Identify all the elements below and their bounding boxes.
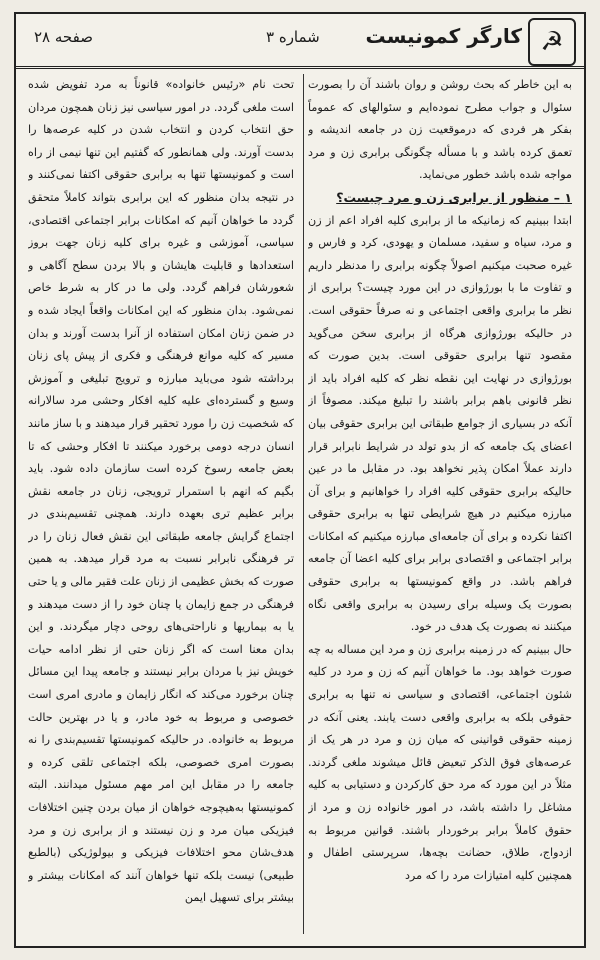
intro-paragraph: به این خاطر که بحث روشن و روان باشند آن را بصورت سئوال و جواب مطرح نموده‌ایم و سئوالهای که عموماً بفکر هر فردی که درموقعیت زن در جامعه اندیشه و تعمق کرده باشد و با مسأله چگونگی برابری زن و مرد مواجه شده باشد خطور می‌نماید.: [308, 78, 572, 182]
left-column: [28, 74, 294, 934]
continuation-paragraph: تحت نام «رئیس خانواده» قانوناً به مرد تفویض شده است ملغی گردد. در امور سیاسی نیز زنان همچون مردان حق انتخاب کردن و انتخاب شدن در کلیه عرصه‌ها را بدست آورند. ولی همانطور که گفتیم این تنها نیمی از راه است و کمونیستها تنها به برابری حقوقی اکتفا نمی‌کنند و در نتیجه بدان منظور که این برابری بتواند کاملاً متحقق گردد ما خواهان آنیم که امکانات برابر اجتماعی اقتصادی، سیاسی، آموزشی و غیره برای کلیه زنان جهت بروز استعدادها و قابلیت هایشان و بالا بردن سطح آگاهی و شعورشان فراهم گردد. ولی ما در کار به شرط خاص نمی‌شود. بدان منظور که این امکانات واقعاً ایجاد شده و در ضمن زنان امکان استفاده از آنرا بدست آورند و بدان مسیر که کلیه موانع فرهنگی و فکری از پیش پای زنان برداشته شود می‌باید مبارزه و ترویج تبلیغی و آموزش وسیع و گسترده‌ای علیه کلیه افکار وحشی مرد سالارانه که شخصیت زن را مورد تحقیر قرار میدهند و با ساز مانند انسان درجه دومی برخورد میکنند تا افکار وحشی که تا بعض جامعه رسوخ کرده است سازمان داده شود. باید بگیم که انهم با استمرار ترویجی، زنان در جامعه نقش برابر عظیم‌ تری بعهده دارند. همچنی تقسیم‌بندی در اجتماع گرایش جامعه طبقاتی این نقش فعال زنان را در تر فرهنگی نابرابر نسبت به مرد قرار میدهد. به همین صورت که بخش عظیمی از زنان علت فقیر مالی و یا حتی فرهنگی در جمع زایمان یا چنان خود را از دست میدهند و یا به بیماریها و ناراحتی‌های روحی دچار میگردند. و این بدان معنا است که اگر زنان حتی از نظر ادامه حیات خویش نیز با مردان برابر نیستند و جامعه پیدا این مسائل چنان برخورد می‌کند که انگار زایمان و مادری امری است خصوصی و مربوط به خود مادر، و یا در بهترین حالت مربوط به خانواده. در حالیکه کمونیستها تقسیم‌بندی را نه بصورت امری خصوصی، بلکه اجتماعی تلقی کرده و جامعه را در مقابل این امر مهم مسئول میدانند. البته کمونیستها به‌هیچوجه خواهان از میان بردن چنین اختلافات فیزیکی میان مرد و زن نیستند و از برابری زن و مرد هدف‌شان محو اختلافات فیزیکی و بیولوژیکی (بالطبع طبیعی) نیست بلکه تنها خواهان آنند که امکانات بیشتر و بیشتر برای تسهیل ایمن: [28, 78, 294, 905]
right-column: [308, 74, 572, 934]
section-heading: ۱ – منظور از برابری زن و مرد چیست؟: [336, 189, 572, 205]
issue-number: شماره ۳: [266, 28, 320, 46]
body-paragraph: ابتدا ببینیم که زمانیکه ما از برابری کلیه افراد اعم از زن و مرد، سیاه و سفید، مسلمان و یهودی، کرد و فارس و غیره صحبت میکنیم اصولاً چگونه برابری را مدنظر داریم و تفاوت ما با بورژوازی در این مورد چیست؟ برابری از نظر ما برابری واقعی اجتماعی و نه صرفاً حقوقی است. در حالیکه بورژوازی هرگاه از برابری سخن می‌گوید مقصود تنها برابری حقوقی است. بدین صورت که بورژوازی در نهایت این نقطه نظر که کلیه افراد باید از نظر قانونی باهم برابر باشند را تبلیغ میکند. مصوفاً از آنکه در بسیاری از جوامع طبقاتی این برابری حقوقی بیان اعضای یک جامعه که از بدو تولد در شرایط نابرابر قرار دارند عملاً امکان پذیر نخواهد بود. در مقابل ما در عین حالیکه برابری حقوقی کلیه افراد را خواهانیم و برای آن مبارزه میکنیم در هیچ شرایطی تنها به برابری حقوقی اکتفا نکرده و برای آن جامعه‌ای مبارزه میکنیم که امکانات برابر اجتماعی و اقتصادی برابر برای کلیه اعضا آن جامعه فراهم باشد. در واقع کمونیستها به برابری حقوقی بصورت یک وسیله برای رسیدن به برابری واقعی نگاه میکنند نه بصورت یک هدف در خود.: [308, 213, 572, 634]
newspaper-title: کارگر کمونیست: [365, 24, 522, 48]
newspaper-page: [14, 12, 586, 948]
masthead: [16, 14, 584, 69]
column-divider: [303, 74, 304, 934]
body-paragraph-2: حال ببینیم که در زمینه برابری زن و مرد این مساله به چه صورت خواهد بود. ما خواهان آنیم که زن و مرد در کلیه شئون اجتماعی، اقتصادی و سیاسی نه تنها به برابری حقوقی بلکه به برابری واقعی دست یابند. یعنی آنکه در زمینه حقوقی قوانینی که میان زن و مرد در هر یک از عرصه‌های فوق الذکر تبعیض قائل میشوند ملغی گردند. مثلاً در این مورد که مرد حق کارکردن و دستیابی به کلیه مشاغل را داشته باشد، در امور خانواده زن و مرد از حقوق کاملاً برابر برخوردار باشند. قوانین مربوط به ازدواج، طلاق، حضانت بچه‌ها، سرپرستی اطفال و همچنین کلیه امتیازات مرد را که مرد: [308, 642, 572, 882]
page-number: صفحه ۲۸: [34, 28, 93, 46]
hammer-sickle-star-icon: ☭: [528, 18, 576, 66]
